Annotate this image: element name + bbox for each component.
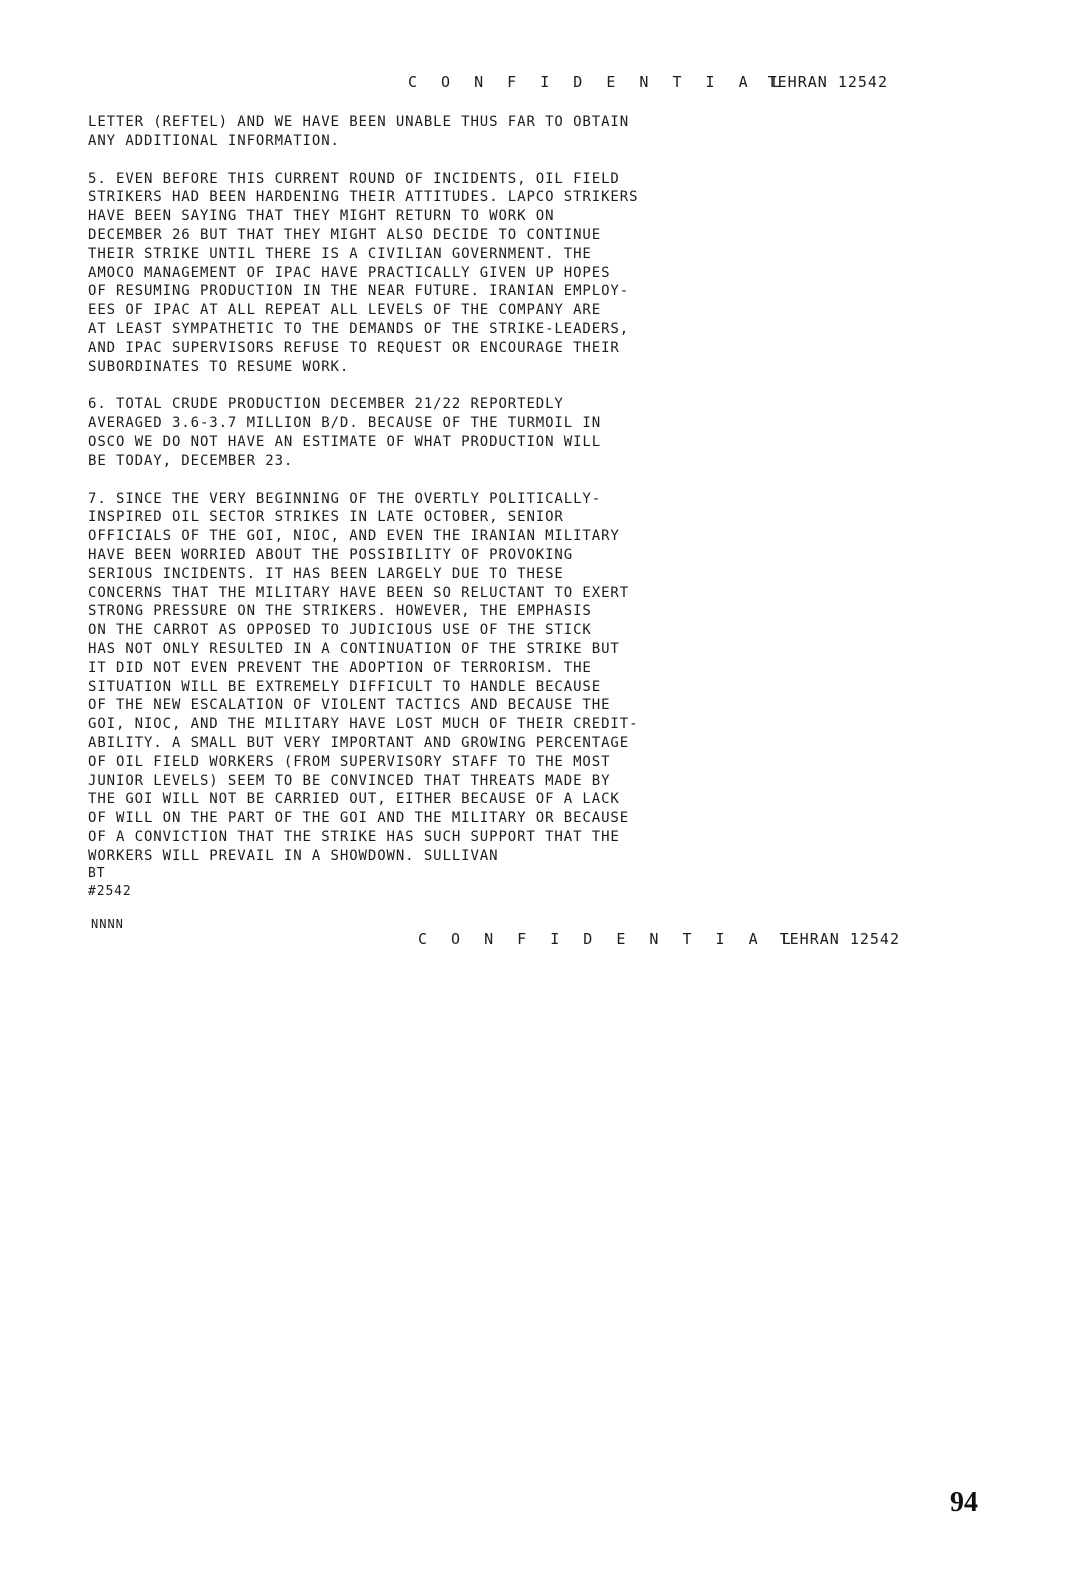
cable-tail: BT #2542 [88,866,132,900]
cable-body [88,113,768,901]
header-classification: C O N F I D E N T I A L [408,73,789,91]
page-number: 94 [950,1487,978,1518]
page-header [408,73,888,95]
page-footer [418,930,900,952]
paragraph-6: 6. TOTAL CRUDE PRODUCTION DECEMBER 21/22 REPORTEDLY AVERAGED 3.6-3.7 MILLION B/D. BECAUSE OF THE TURMOIL IN OSCO WE DO NOT HAVE AN ESTIMATE OF WHAT PRODUCTION WILL BE TODAY, DECEMBER 23. [88,396,602,469]
paragraph-7: 7. SINCE THE VERY BEGINNING OF THE OVERTLY POLITICALLY- INSPIRED OIL SECTOR STRIKES IN LATE OCTOBER, SENIOR OFFICIALS OF THE GOI, NIOC, AND EVEN THE IRANIAN MILITARY HAVE BEEN WORRIED ABOUT THE POSSIBILITY OF PROVOKING SERIOUS INCIDENTS. IT HAS BEEN LARGELY DUE TO THESE CONCERNS THAT THE MILITARY HAVE BEEN SO RELUCTANT TO EXERT STRONG PRESSURE ON THE STRIKERS. HOWEVER, THE EMPHASIS ON THE CARROT AS OPPOSED TO JUDICIOUS USE OF THE STICK HAS NOT ONLY RESULTED IN A CONTINUATION OF THE STRIKE BUT IT DID NOT EVEN PREVENT THE ADOPTION OF TERRORISM. THE SITUATION WILL BE EXTREMELY DIFFICULT TO HANDLE BECAUSE OF THE NEW ESCALATION OF VIOLENT TACTICS AND BECAUSE THE GOI, NIOC, AND THE MILITARY HAVE LOST MUCH OF THEIR CREDIT- ABILITY. A SMALL BUT VERY IMPORTANT AND GROWING PERCENTAGE OF OIL FIELD WORKERS (FROM SUPERVISORY STAFF TO THE MOST JUNIOR LEVELS) SEEM TO BE CONVINCED THAT THREATS MADE BY THE GOI WILL NOT BE CARRIED OUT, EITHER BECAUSE OF A LACK OF WILL ON THE PART OF THE GOI AND THE MILITARY OR BECAUSE OF A CONVICTION THAT THE STRIKE HAS SUCH SUPPORT THAT THE WORKERS WILL PREVAIL IN A SHOWDOWN. SULLIVAN [88,490,639,864]
header-reference: TEHRAN 12542 [767,73,888,91]
paragraph-5: 5. EVEN BEFORE THIS CURRENT ROUND OF INCIDENTS, OIL FIELD STRIKERS HAD BEEN HARDENING THEIR ATTITUDES. LAPCO STRIKERS HAVE BEEN SAYING THAT THEY MIGHT RETURN TO WORK ON DECEMBER 26 BUT THAT THEY MIGHT ALSO DECIDE TO CONTINUE THEIR STRIKE UNTIL THERE IS A CIVILIAN GOVERNMENT. THE AMOCO MANAGEMENT OF IPAC HAVE PRACTICALLY GIVEN UP HOPES OF RESUMING PRODUCTION IN THE NEAR FUTURE. IRANIAN EMPLOY- EES OF IPAC AT ALL REPEAT ALL LEVELS OF THE COMPANY ARE AT LEAST SYMPATHETIC TO THE DEMANDS OF THE STRIKE-LEADERS, AND IPAC SUPERVISORS REFUSE TO REQUEST OR ENCOURAGE THEIR SUBORDINATES TO RESUME WORK. [88,170,639,375]
footer-classification: C O N F I D E N T I A L [418,930,799,948]
end-marker: NNNN [91,917,124,931]
paragraph-continuation: LETTER (REFTEL) AND WE HAVE BEEN UNABLE THUS FAR TO OBTAIN ANY ADDITIONAL INFORMATION. [88,114,630,149]
footer-reference: TEHRAN 12542 [779,930,900,948]
